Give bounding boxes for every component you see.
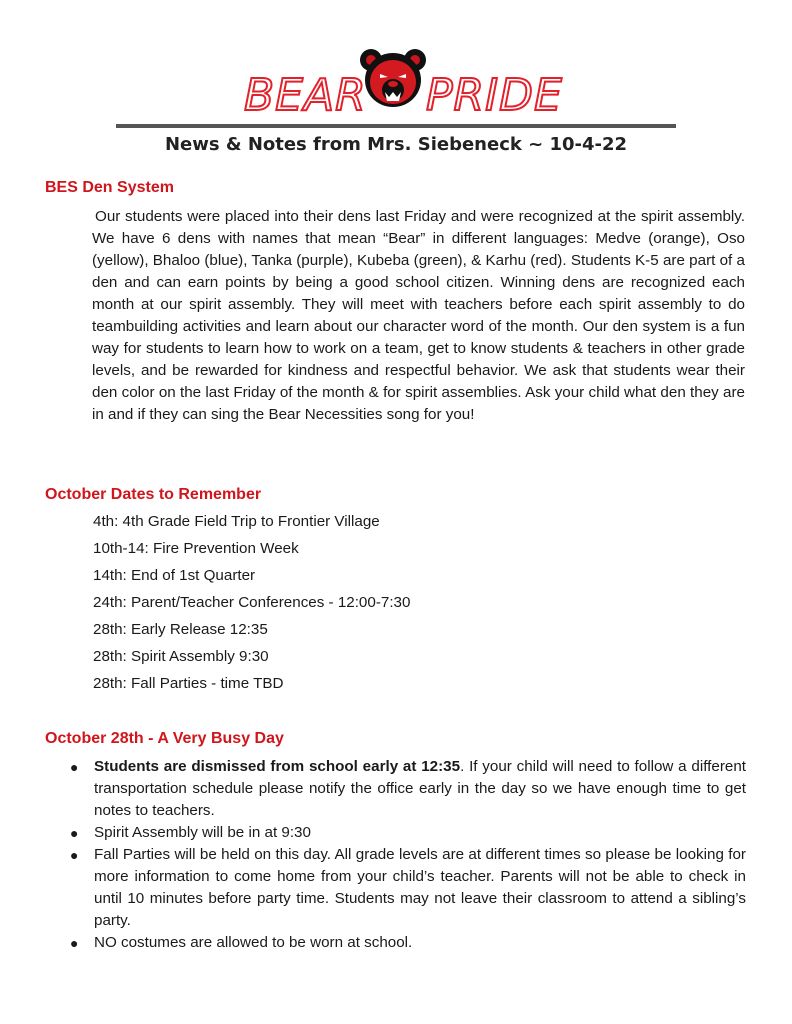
assembly-text: Spirit Assembly will be in at 9:30 — [94, 824, 311, 841]
bear-head-icon — [358, 46, 428, 112]
list-item — [70, 822, 746, 844]
logo-text-bear: BEAR — [244, 70, 367, 121]
list-item: 28th: Fall Parties - time TBD — [93, 675, 284, 692]
bullet-icon: ● — [70, 759, 79, 775]
bullet-icon: ● — [70, 935, 79, 951]
october-dates-list — [93, 512, 410, 701]
list-item: 28th: Spirit Assembly 9:30 — [93, 648, 269, 665]
list-item — [70, 932, 746, 954]
list-item — [70, 844, 746, 932]
list-item — [70, 756, 746, 822]
den-system-paragraph: Our students were placed into their dens last Friday and were recognized at the spirit assembly. We have 6 dens with names that mean “Bear” in different languages: Medve (orange), Oso (yellow), Bhaloo (blue), Tanka (purple), Kubeba (green), & Karhu (red). Students K-5 are part of a den and can earn points by being a good school citizen. Winning dens are recognized each month at our spirit assembly. They will meet with teachers before each spirit assembly to do teambuilding activities and learn about our character word of the month. Our den system is a fun way for students to learn how to work on a team, get to know students & teachers in other grade levels, and be rewarded for kindness and respectful behavior. We ask that students wear their den color on the last Friday of the month & for spirit assemblies. Ask your child what den they are in and if they can sing the Bear Necessities song for you! — [92, 208, 745, 423]
busy-day-list — [70, 756, 746, 954]
list-item: 10th-14: Fire Prevention Week — [93, 540, 299, 557]
costumes-text: NO costumes are allowed to be worn at school. — [94, 934, 413, 951]
list-item: 14th: End of 1st Quarter — [93, 567, 256, 584]
newsletter-subtitle: News & Notes from Mrs. Siebeneck ~ 10-4-22 — [164, 134, 628, 155]
bear-pride-logo — [240, 42, 563, 122]
bullet-icon: ● — [70, 825, 79, 841]
fall-parties-text: Fall Parties will be held on this day. All grade levels are at different times so please be looking for more information to come home from your child’s teacher. Parents will not be able to check in until 10 minutes before party time. Students may not leave their classroom to attend a sibling’s party. — [94, 846, 746, 929]
header-divider — [116, 124, 676, 128]
dismissal-bold-text: Students are dismissed from school early at 12:35 — [94, 758, 461, 775]
list-item: 24th: Parent/Teacher Conferences - 12:00-7:30 — [93, 594, 411, 611]
october-dates-heading: October Dates to Remember — [45, 486, 262, 503]
den-system-heading: BES Den System — [45, 179, 174, 196]
logo-text-pride: PRIDE — [426, 70, 563, 121]
bullet-icon: ● — [70, 847, 79, 863]
list-item: 4th: 4th Grade Field Trip to Frontier Village — [93, 513, 380, 530]
newsletter-header — [0, 0, 792, 165]
dismissal-text: . If your child will need to follow a different transportation schedule please notify the office early in the day so we have enough time to get notes to teachers. — [94, 758, 747, 819]
busy-day-heading: October 28th - A Very Busy Day — [45, 730, 284, 747]
list-item: 28th: Early Release 12:35 — [93, 621, 268, 638]
